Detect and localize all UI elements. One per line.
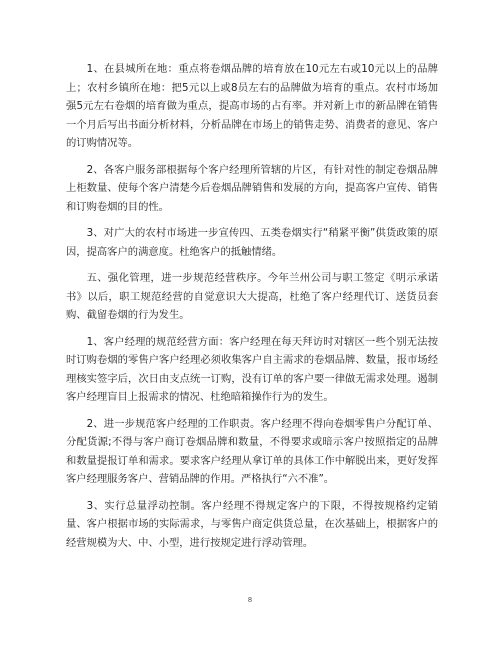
paragraph-5: 1、客户经理的规范经营方面：客户经理在每天拜访时对辖区一些个别无法按时订购卷烟的零售户客户经理必须收集客户自主需求的卷烟品牌、数量，报市场经理核实签字后，次日由支点统一订购，没有订单的客户要一律做无需求处理。遏制客户经理盲目上报需求的情况、杜绝暗箱操作行为的发生。	[66, 335, 438, 403]
document-body	[66, 60, 438, 560]
paragraph-1: 1、在县城所在地：重点将卷烟品牌的培育放在10元左右或10元以上的品牌上；农村乡镇所在地：把5元以上或8员左右的品牌做为培育的重点。农村市场加强5元左右卷烟的培育做为重点，提高市场的占有率。并对新上市的新品牌在销售一个月后写出书面分析材料，分析品牌在市场上的销售走势、消费者的意见、客户的订购情况等。	[66, 63, 438, 149]
paragraph-3: 3、对广大的农村市场进一步宣传四、五类卷烟实行“稍紧平衡”供货政策的原因，提高客户的满意度。杜绝客户的抵触情绪。	[66, 227, 438, 258]
paragraph-4: 五、强化管理，进一步规范经营秩序。今年兰州公司与职工签定《明示承诺书》以后，职工规范经营的自觉意识大大提高，杜绝了客户经理代订、送货员套购、截留卷烟的行为发生。	[66, 272, 438, 321]
paragraph-7: 3、实行总量浮动控制。客户经理不得规定客户的下限，不得按规格约定销量、客户根据市场的实际需求，与零售户商定供货总量，在次基础上，根据客户的经营规模为大、中、小型，进行按规定进行浮动管理。	[66, 499, 438, 549]
page-number: 8	[247, 596, 253, 604]
paragraph-2: 2、各客户服务部根据每个客户经理所管辖的片区，有针对性的制定卷烟品牌上柜数量、使每个客户清楚今后卷烟品牌销售和发展的方向，提高客户宣传、销售和订购卷烟的目的性。	[66, 163, 438, 213]
paragraph-6: 2、进一步规范客户经理的工作职责。客户经理不得向卷烟零售户分配订单、分配货源;不得与客户商订卷烟品牌和数量，不得要求或暗示客户按照指定的品牌和数量提报订单和需求。要求客户经理从拿订单的具体工作中解脱出来，更好发挥客户经理服务客户、营销品牌的作用。严格执行“六不准”。	[66, 417, 438, 485]
